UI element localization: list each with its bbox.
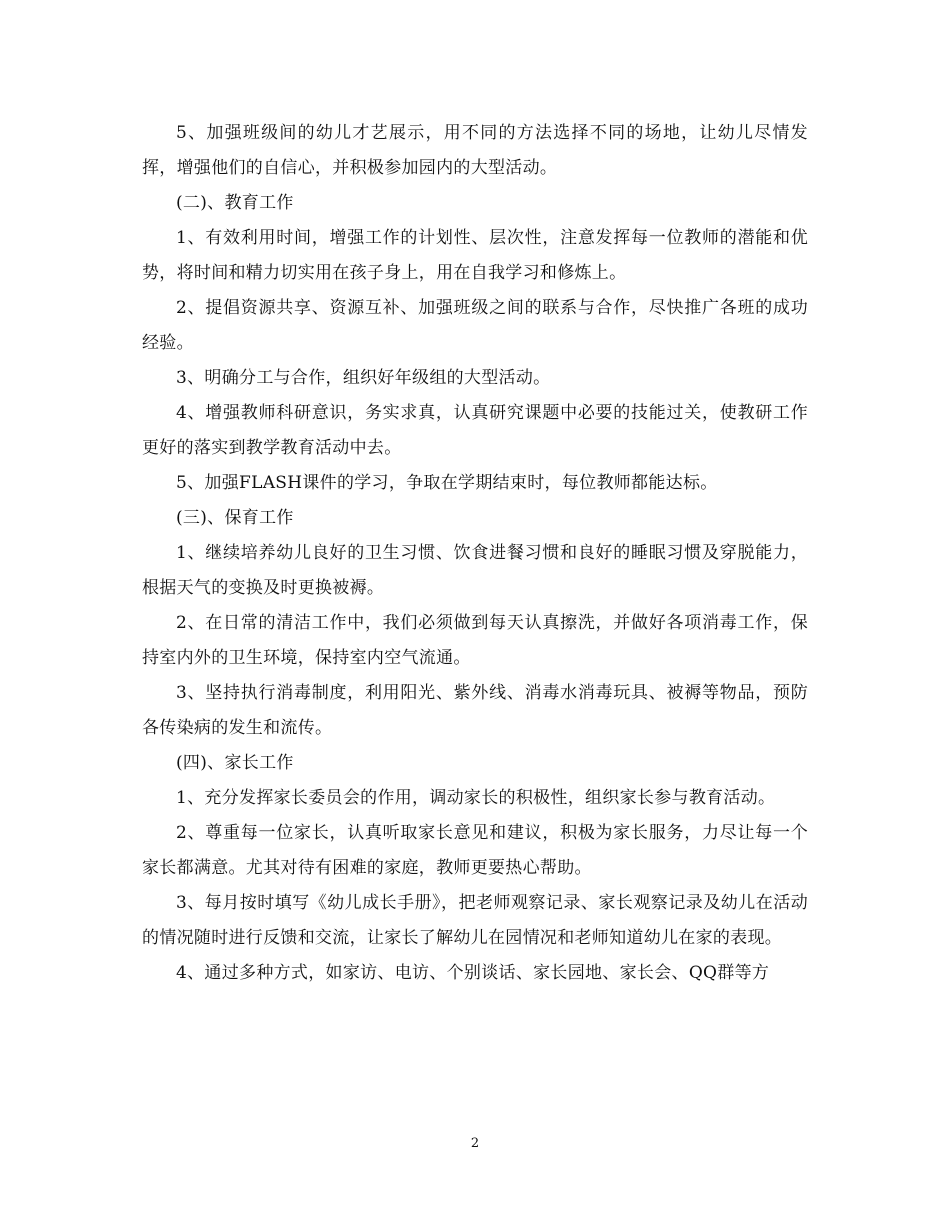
paragraph-talent-show: 5、加强班级间的幼儿才艺展示，用不同的方法选择不同的场地，让幼儿尽情发挥，增强他们的自信心，并积极参加园内的大型活动。	[142, 123, 808, 178]
page-number: 2	[470, 1136, 480, 1151]
paragraph-parents-3: 3、每月按时填写《幼儿成长手册》，把老师观察记录、家长观察记录及幼儿在活动的情况随时进行反馈和交流，让家长了解幼儿在园情况和老师知道幼儿在家的表现。	[142, 893, 808, 948]
paragraph-education-4: 4、增强教师科研意识，务实求真，认真研究课题中必要的技能过关，使教研工作更好的落实到教学教育活动中去。	[142, 403, 808, 458]
document-body	[142, 116, 808, 991]
paragraph-care-2: 2、在日常的清洁工作中，我们必须做到每天认真擦洗，并做好各项消毒工作，保持室内外的卫生环境，保持室内空气流通。	[142, 613, 808, 668]
paragraph-education-5: 5、加强FLASH课件的学习，争取在学期结束时，每位教师都能达标。	[176, 473, 718, 493]
paragraph-parents-2: 2、尊重每一位家长，认真听取家长意见和建议，积极为家长服务，力尽让每一个家长都满意。尤其对待有困难的家庭，教师更要热心帮助。	[142, 823, 808, 878]
section-heading-parents: (四)、家长工作	[176, 753, 294, 773]
paragraph-care-3: 3、坚持执行消毒制度，利用阳光、紫外线、消毒水消毒玩具、被褥等物品，预防各传染病的发生和流传。	[142, 683, 808, 738]
paragraph-parents-4: 4、通过多种方式，如家访、电访、个别谈话、家长园地、家长会、QQ群等方	[176, 963, 770, 983]
paragraph-care-1: 1、继续培养幼儿良好的卫生习惯、饮食进餐习惯和良好的睡眠习惯及穿脱能力，根据天气的变换及时更换被褥。	[142, 543, 808, 598]
section-heading-care: (三)、保育工作	[176, 508, 294, 528]
paragraph-education-2: 2、提倡资源共享、资源互补、加强班级之间的联系与合作，尽快推广各班的成功经验。	[142, 298, 808, 353]
paragraph-education-3: 3、明确分工与合作，组织好年级组的大型活动。	[176, 368, 551, 388]
paragraph-education-1: 1、有效利用时间，增强工作的计划性、层次性，注意发挥每一位教师的潜能和优势，将时间和精力切实用在孩子身上，用在自我学习和修炼上。	[142, 228, 808, 283]
paragraph-parents-1: 1、充分发挥家长委员会的作用，调动家长的积极性，组织家长参与教育活动。	[176, 788, 776, 808]
section-heading-education: (二)、教育工作	[176, 193, 294, 213]
